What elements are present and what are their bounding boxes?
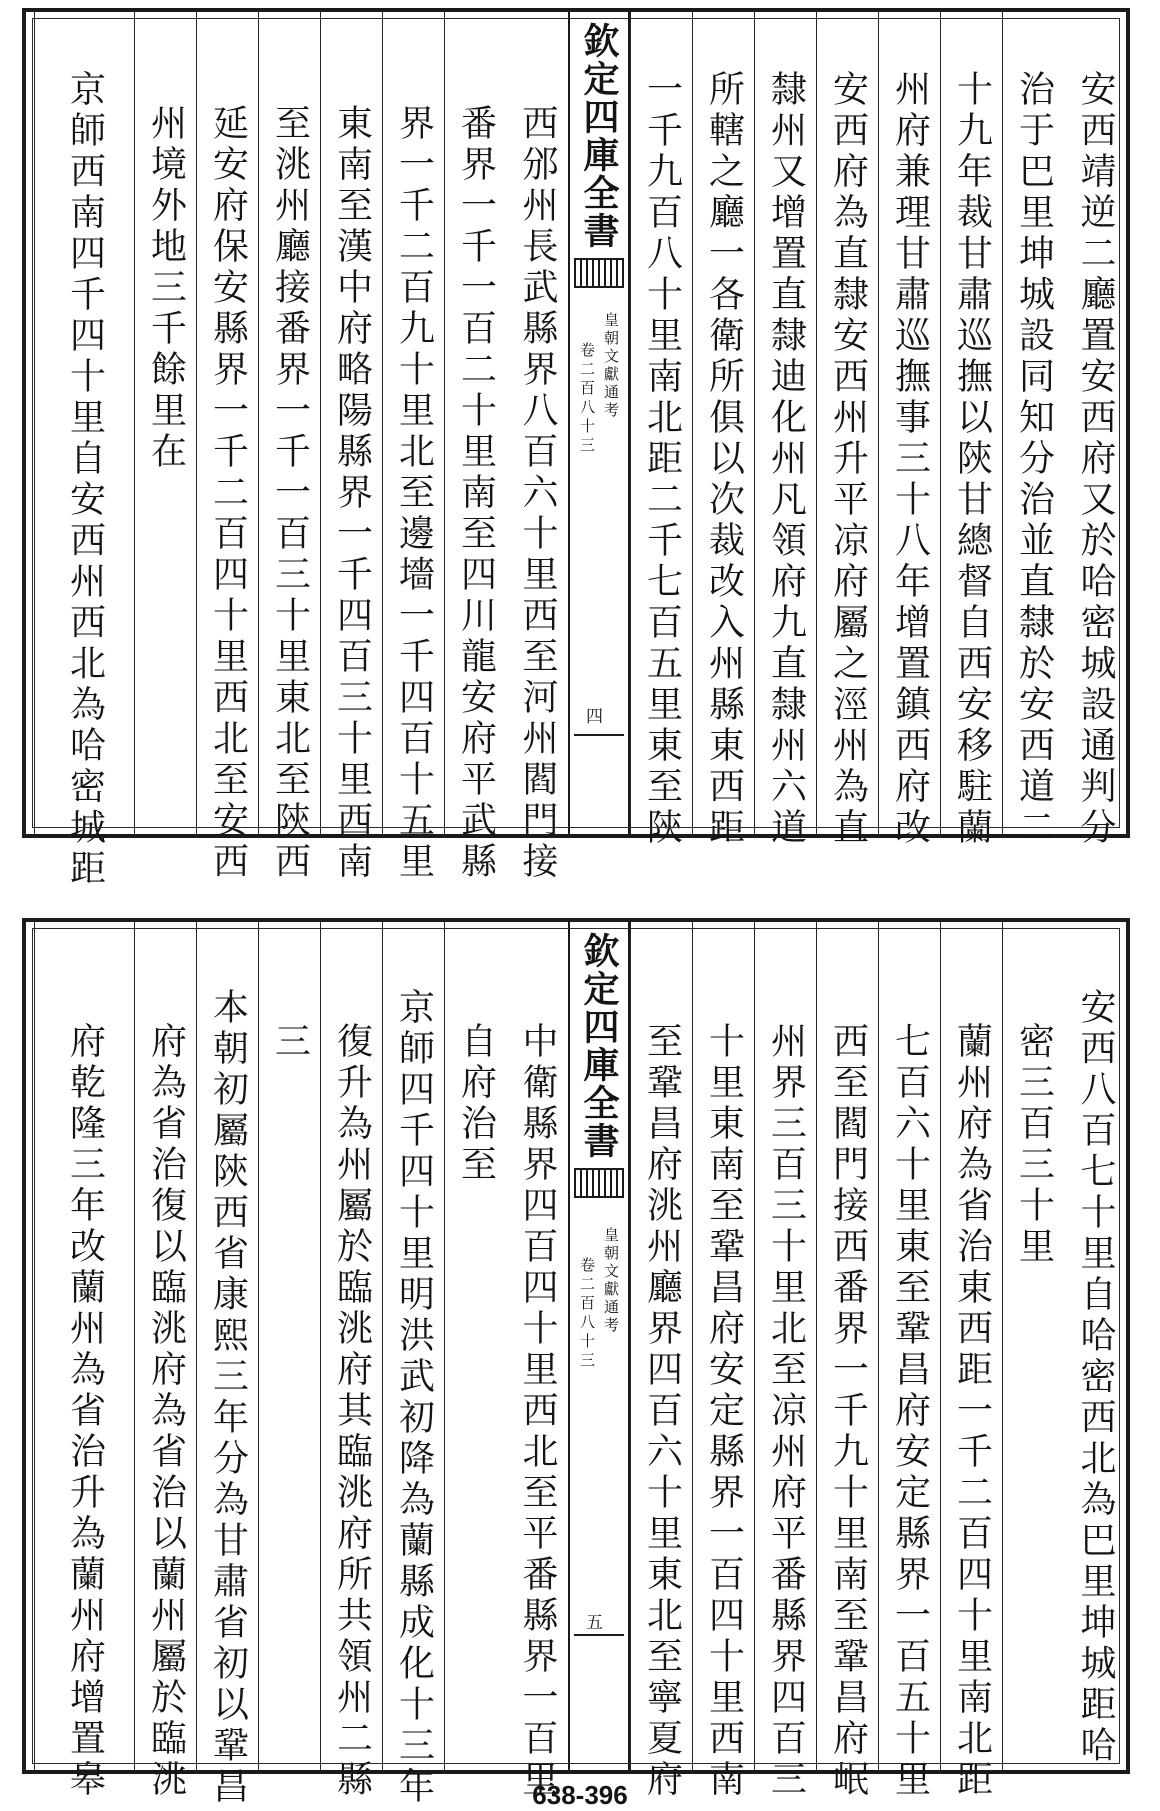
volume-number: 卷二百八十三 [578, 1257, 596, 1371]
text-column: 西至閻門接西番界一千九十里南至鞏昌府岷 [816, 922, 878, 1770]
text-column: 州府兼理甘肅巡撫事三十八年增置鎮西府改 [878, 12, 940, 834]
text-column: 一千九百八十里南北距二千七百五里東至陝 [630, 12, 692, 834]
page-number: 五 [586, 1613, 603, 1633]
text-column: 西邠州長武縣界八百六十里西至河州閻門接 [517, 104, 558, 883]
volume-number: 卷二百八十三 [578, 342, 596, 456]
text-column: 三 [258, 922, 320, 1770]
text-column: 府為省治復以臨洮府為省治以蘭州屬於臨洮 [134, 922, 196, 1770]
text-column: 安西府為直隸安西州升平凉府屬之涇州為直 [816, 12, 878, 834]
text-column: 延安府保安縣界一千二百四十里西北至安西 [196, 12, 258, 834]
text-column: 復升為州屬於臨洮府其臨洮府所共領州二縣 [320, 922, 382, 1770]
collection-title: 欽定四庫全書 [578, 932, 620, 1160]
text-column: 十九年裁甘肅巡撫以陝甘總督自西安移駐蘭 [940, 12, 1002, 834]
text-column: 十里東南至鞏昌府安定縣界一百四十里西南 [692, 922, 754, 1770]
text-column: 自府治至 [444, 922, 506, 1770]
text-column: 至鞏昌府洮州廳界四百六十里東北至寧夏府 [630, 922, 692, 1770]
fish-tail-mark [574, 258, 624, 288]
text-column: 府乾隆三年改蘭州為省治升為蘭州府增置皋 [34, 922, 134, 1770]
text-column: 界一千二百九十里北至邊墻一千四百十五里 [382, 12, 444, 834]
text-column: 京師西南四千四十里自安西州西北為哈密城距 [34, 12, 134, 834]
text-column: 本朝初屬陝西省康熙三年分為甘肅省初以鞏昌 [196, 922, 258, 1770]
text-column: 州境外地三千餘里在 [134, 12, 196, 834]
text-column: 州界三百三十里北至凉州府平番縣界四百三 [754, 922, 816, 1770]
scan-page-number: 638-396 [532, 1780, 628, 1810]
page-number: 四 [586, 707, 603, 727]
text-column: 所轄之廳一各衛所俱以次裁改入州縣東西距 [692, 12, 754, 834]
center-rule [574, 734, 624, 736]
text-column: 蘭州府為省治東西距一千二百四十里南北距 [940, 922, 1002, 1770]
book-title: 皇朝文獻通考 [602, 1227, 620, 1335]
center-margin [568, 12, 630, 834]
text-column: 番界一千一百二十里南至四川龍安府平武縣 [444, 12, 506, 834]
text-column: 隸州又增置直隸迪化州凡領府九直隸州六道 [754, 12, 816, 834]
text-column: 密三百三十里 [1002, 922, 1064, 1770]
text-column: 安西靖逆二廳置安西府又於哈密城設通判分 [1075, 70, 1116, 849]
center-margin [568, 922, 630, 1770]
text-column: 治于巴里坤城設同知分治並直隸於安西道二 [1002, 12, 1064, 834]
text-column: 七百六十里東至鞏昌府安定縣界一百五十里 [878, 922, 940, 1770]
text-column: 中衛縣界四百四十里西北至平番縣界一百里 [517, 1022, 558, 1801]
upper-page-frame [22, 8, 1130, 890]
text-column: 至洮州廳接番界一千一百三十里東北至陝西 [258, 12, 320, 834]
collection-title: 欽定四庫全書 [578, 22, 620, 250]
center-rule [574, 1634, 624, 1636]
fish-tail-mark [574, 1168, 624, 1198]
book-title: 皇朝文獻通考 [602, 312, 620, 420]
text-column: 東南至漢中府略陽縣界一千四百三十里西南 [320, 12, 382, 834]
text-column: 安西八百七十里自哈密西北為巴里坤城距哈 [1075, 988, 1116, 1767]
text-column: 京師四千四十里明洪武初降為蘭縣成化十三年 [382, 922, 444, 1770]
